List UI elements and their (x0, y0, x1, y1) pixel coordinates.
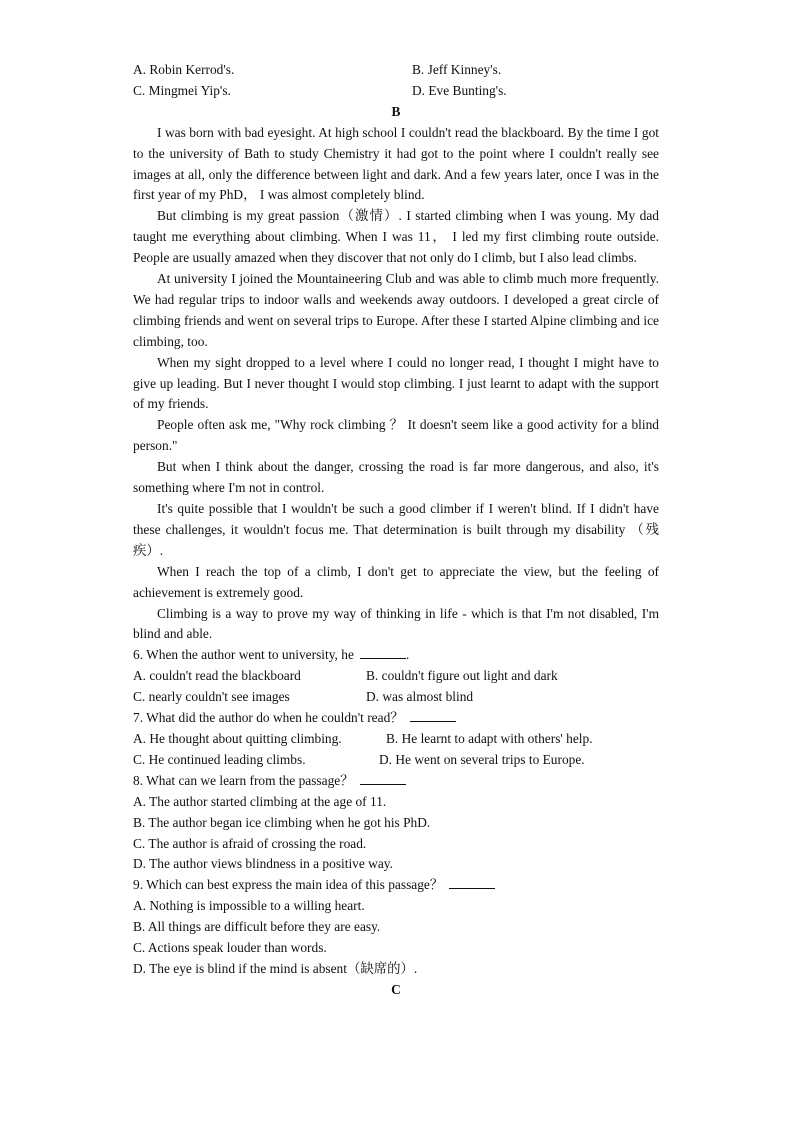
passage-paragraph-3: At university I joined the Mountaineering Club and was able to climb much more frequently. We had regular trips to indoor walls and weekends away outdoors. I developed a great circle of climbing friends and went on several trips to Europe. After these I started Alpine climbing and ice climbing, too. (133, 271, 659, 349)
q6-option-b: B. couldn't figure out light and dark (366, 668, 558, 684)
q7-option-d: D. He went on several trips to Europe. (379, 751, 585, 767)
passage-paragraph-5: People often ask me, "Why rock climbing ？ It doesn't seem like a good activity for a blind person." (133, 417, 659, 454)
option-c: C. Mingmei Yip's. (133, 82, 231, 98)
answer-blank (410, 708, 456, 722)
question-9 (133, 875, 659, 896)
option-b: B. Jeff Kinney's. (412, 62, 502, 77)
q8-option-c: C. The author is afraid of crossing the road. (133, 835, 367, 851)
q7-option-c: C. He continued leading climbs. (133, 751, 306, 767)
passage-paragraph-7: It's quite possible that I wouldn't be such a good climber if I weren't blind. If I didn't have these challenges, it wouldn't focus me. That determination is built through my disability （残疾）. (133, 501, 659, 558)
passage-paragraph-1: I was born with bad eyesight. At high school I couldn't read the blackboard. By the time I got to the university of Bath to study Chemistry it had got to the point where I couldn't really see images at all, only the difference between light and dark. And a few years later, once I was in the first year of my PhD， I was almost completely blind. (133, 124, 659, 203)
question-9-stem: 9. Which can best express the main idea of this passage？ (133, 877, 444, 893)
q9-option-b: B. All things are difficult before they are easy. (133, 919, 381, 935)
question-7-options-row-1 (133, 729, 659, 750)
answer-blank (360, 771, 406, 785)
q8-option-b: B. The author began ice climbing when he got his PhD. (133, 814, 431, 830)
option-d: D. Eve Bunting's. (412, 82, 507, 98)
passage-paragraph-9: Climbing is a way to prove my way of thinking in life - which is that I'm not disabled, I'm blind and able. (133, 605, 659, 642)
question-6 (133, 645, 659, 666)
question-6-stem: 6. When the author went to university, he (133, 647, 354, 663)
question-7-stem: 7. What did the author do when he couldn't read？ (133, 710, 404, 726)
q8-option-d: D. The author views blindness in a positive way. (133, 856, 393, 872)
section-b-heading: B (391, 103, 401, 119)
question-7 (133, 708, 659, 729)
document-page (133, 60, 659, 1001)
question-8-stem: 8. What can we learn from the passage？ (133, 772, 354, 788)
q6-option-c: C. nearly couldn't see images (133, 689, 290, 705)
q9-option-c: C. Actions speak louder than words. (133, 940, 327, 956)
passage-paragraph-8: When I reach the top of a climb, I don't get to appreciate the view, but the feeling of achievement is extremely good. (133, 563, 659, 600)
answer-blank (360, 645, 406, 659)
q6-option-d: D. was almost blind (366, 689, 474, 705)
option-a: A. Robin Kerrod's. (133, 62, 235, 77)
answer-blank (449, 875, 495, 889)
prev-options-row-1 (133, 60, 659, 81)
passage-paragraph-6: But when I think about the danger, crossing the road is far more dangerous, and also, it's something where I'm not in control. (133, 459, 659, 496)
q7-option-b: B. He learnt to adapt with others' help. (386, 730, 593, 746)
prev-options-row-2 (133, 81, 659, 102)
passage-paragraph-2: But climbing is my great passion（激情）. I started climbing when I was young. My dad taught me everything about climbing. When I was 11， I led my first climbing route outside. People are usually amazed when they discover that not only do I climb, but I also lead climbs. (133, 208, 659, 266)
question-6-options-row-2 (133, 687, 659, 708)
q7-option-a: A. He thought about quitting climbing. (133, 730, 342, 746)
q6-option-a: A. couldn't read the blackboard (133, 668, 301, 684)
question-7-options-row-2 (133, 750, 659, 771)
question-6-end: . (405, 647, 410, 663)
q8-option-a: A. The author started climbing at the age of 11. (133, 793, 387, 809)
question-6-options-row-1 (133, 666, 659, 687)
passage-paragraph-4: When my sight dropped to a level where I could no longer read, I thought I might have to give up leading. But I never thought I would stop climbing. I just learnt to adapt with the support of my friends. (133, 354, 659, 412)
section-c-heading: C (391, 981, 401, 997)
q9-option-a: A. Nothing is impossible to a willing heart. (133, 898, 365, 914)
q9-option-d: D. The eye is blind if the mind is absent（缺席的）. (133, 960, 418, 976)
question-8 (133, 771, 659, 792)
